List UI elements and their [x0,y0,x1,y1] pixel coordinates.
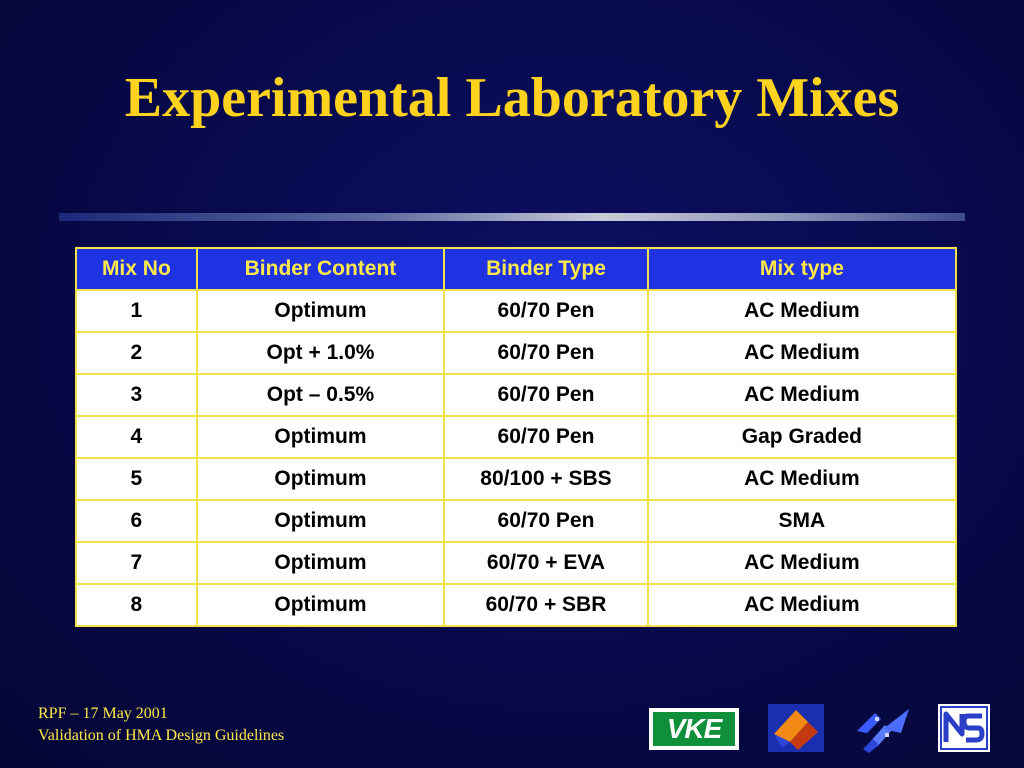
cell-binder-type: 60/70 Pen [444,290,648,332]
header-mix-no: Mix No [76,248,197,290]
table-row [76,290,956,332]
cell-binder-content: Optimum [197,416,444,458]
table-row [76,416,956,458]
table-row [76,374,956,416]
cell-mix-type: AC Medium [648,374,956,416]
cell-mix-no: 7 [76,542,197,584]
table-row [76,542,956,584]
cell-binder-content: Optimum [197,458,444,500]
cell-binder-type: 80/100 + SBS [444,458,648,500]
cell-binder-content: Optimum [197,584,444,626]
table-row [76,332,956,374]
cell-binder-type: 60/70 Pen [444,332,648,374]
cell-mix-type: AC Medium [648,584,956,626]
cell-binder-content: Optimum [197,542,444,584]
cell-binder-type: 60/70 + SBR [444,584,648,626]
mixes-table [75,247,957,627]
table-row [76,500,956,542]
footer-date: RPF – 17 May 2001 [38,705,168,722]
table-row [76,584,956,626]
header-binder-content: Binder Content [197,248,444,290]
cell-mix-no: 1 [76,290,197,332]
header-binder-type: Binder Type [444,248,648,290]
cell-mix-type: AC Medium [648,542,956,584]
cell-mix-no: 8 [76,584,197,626]
cell-mix-type: AC Medium [648,332,956,374]
footer-subtitle: Validation of HMA Design Guidelines [38,727,285,744]
ns-logo-icon [938,704,990,752]
table-row [76,458,956,500]
cell-mix-no: 2 [76,332,197,374]
slide-footer [38,703,284,747]
cell-mix-type: Gap Graded [648,416,956,458]
cell-binder-content: Opt + 1.0% [197,332,444,374]
slide-title: Experimental Laboratory Mixes [124,67,900,129]
cell-mix-type: AC Medium [648,290,956,332]
cell-mix-no: 5 [76,458,197,500]
cell-mix-type: AC Medium [648,458,956,500]
title-divider [59,213,965,221]
cell-mix-no: 4 [76,416,197,458]
vke-logo-text: VKE [653,712,735,746]
cell-mix-no: 6 [76,500,197,542]
cell-binder-content: Opt – 0.5% [197,374,444,416]
cell-binder-content: Optimum [197,500,444,542]
cell-binder-type: 60/70 + EVA [444,542,648,584]
cell-binder-type: 60/70 Pen [444,416,648,458]
blue-arrows-logo-icon [855,703,911,753]
header-mix-type: Mix type [648,248,956,290]
orange-chevron-logo-icon [768,704,824,752]
vke-logo-icon [649,708,739,750]
cell-mix-type: SMA [648,500,956,542]
table-header-row [76,248,956,290]
cell-binder-type: 60/70 Pen [444,374,648,416]
cell-binder-type: 60/70 Pen [444,500,648,542]
cell-mix-no: 3 [76,374,197,416]
cell-binder-content: Optimum [197,290,444,332]
